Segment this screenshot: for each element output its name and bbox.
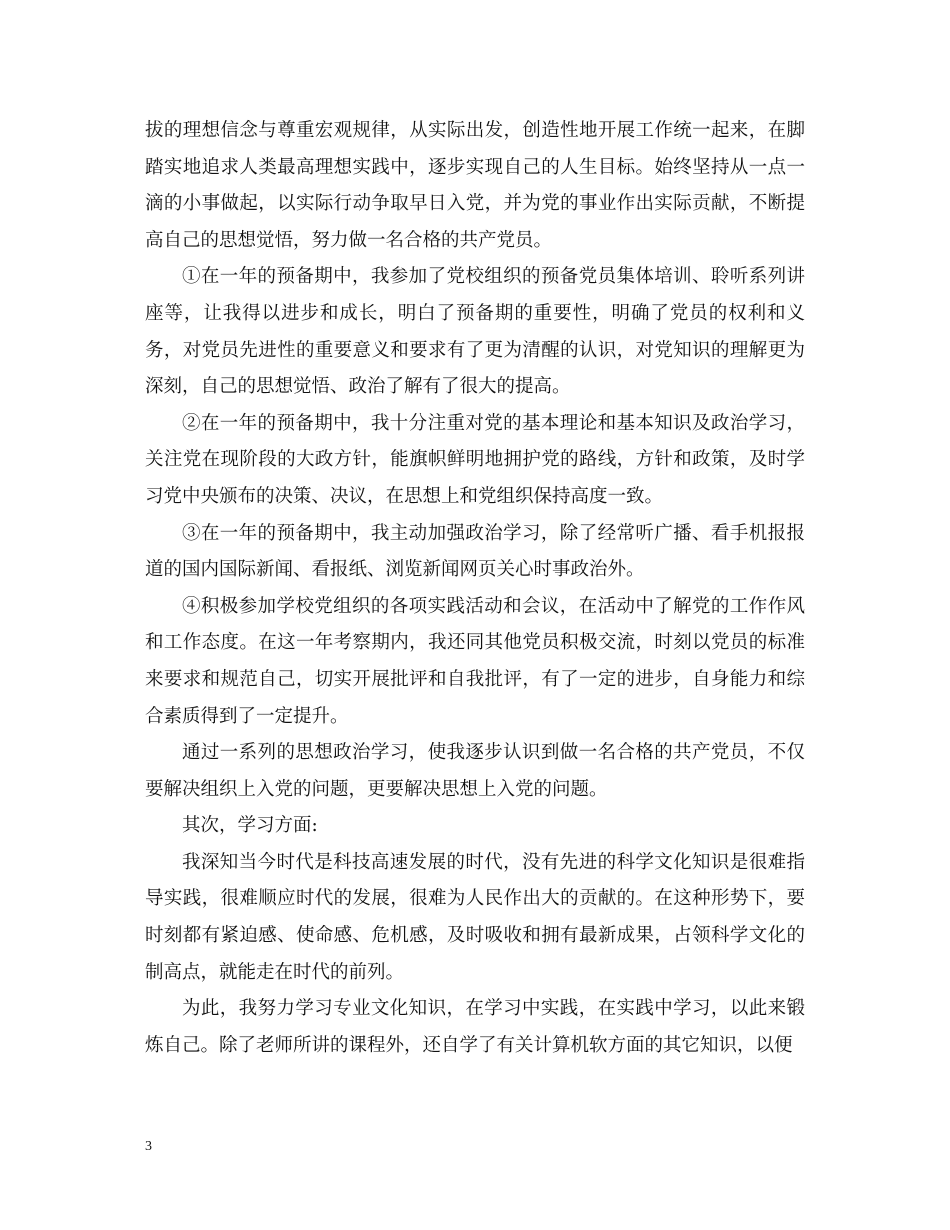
page-number: 3 <box>145 1139 152 1154</box>
document-body <box>145 113 805 1064</box>
paragraph-item-3: ③在一年的预备期中，我主动加强政治学习，除了经常听广播、看手机报报道的国内国际新闻、看报纸、浏览新闻网页关心时事政治外。 <box>145 522 805 581</box>
paragraph-summary: 通过一系列的思想政治学习，使我逐步认识到做一名合格的共产党员，不仅要解决组织上入党的问题，更要解决思想上入党的问题。 <box>145 742 805 800</box>
paragraph-study-1: 我深知当今时代是科技高速发展的时代，没有先进的科学文化知识是很难指导实践，很难顺应时代的发展，很难为人民作出大的贡献的。在这种形势下，要时刻都有紧迫感、使命感、危机感，及时吸收和拥有最新成果，占领科学文化的制高点，就能走在时代的前列。 <box>145 851 805 983</box>
paragraph-study-2: 为此，我努力学习专业文化知识，在学习中实践，在实践中学习，以此来锻炼自己。除了老师所讲的课程外，还自学了有关计算机软方面的其它知识，以便 <box>145 998 805 1056</box>
paragraph-item-4: ④积极参加学校党组织的各项实践活动和会议，在活动中了解党的工作作风和工作态度。在这一年考察期内，我还同其他党员积极交流，时刻以党员的标准来要求和规范自己，切实开展批评和自我批评，有了一定的进步，自身能力和综合素质得到了一定提升。 <box>145 595 805 727</box>
paragraph-item-2: ②在一年的预备期中，我十分注重对党的基本理论和基本知识及政治学习，关注党在现阶段的大政方针，能旗帜鲜明地拥护党的路线，方针和政策，及时学习党中央颁布的决策、决议，在思想上和党组织保持高度一致。 <box>145 412 805 507</box>
section-heading-study: 其次，学习方面: <box>182 815 318 837</box>
paragraph-continuation: 拔的理想信念与尊重宏观规律，从实际出发，创造性地开展工作统一起来，在脚踏实地追求人类最高理想实践中，逐步实现自己的人生目标。始终坚持从一点一滴的小事做起，以实际行动争取早日入党，并为党的事业作出实际贡献，不断提高自己的思想觉悟，努力做一名合格的共产党员。 <box>145 120 805 251</box>
paragraph-item-1: ①在一年的预备期中，我参加了党校组织的预备党员集体培训、聆听系列讲座等，让我得以进步和成长，明白了预备期的重要性，明确了党员的权利和义务，对党员先进性的重要意义和要求有了更为清醒的认识，对党知识的理解更为深刻，自己的思想觉悟、政治了解有了很大的提高。 <box>145 266 805 398</box>
